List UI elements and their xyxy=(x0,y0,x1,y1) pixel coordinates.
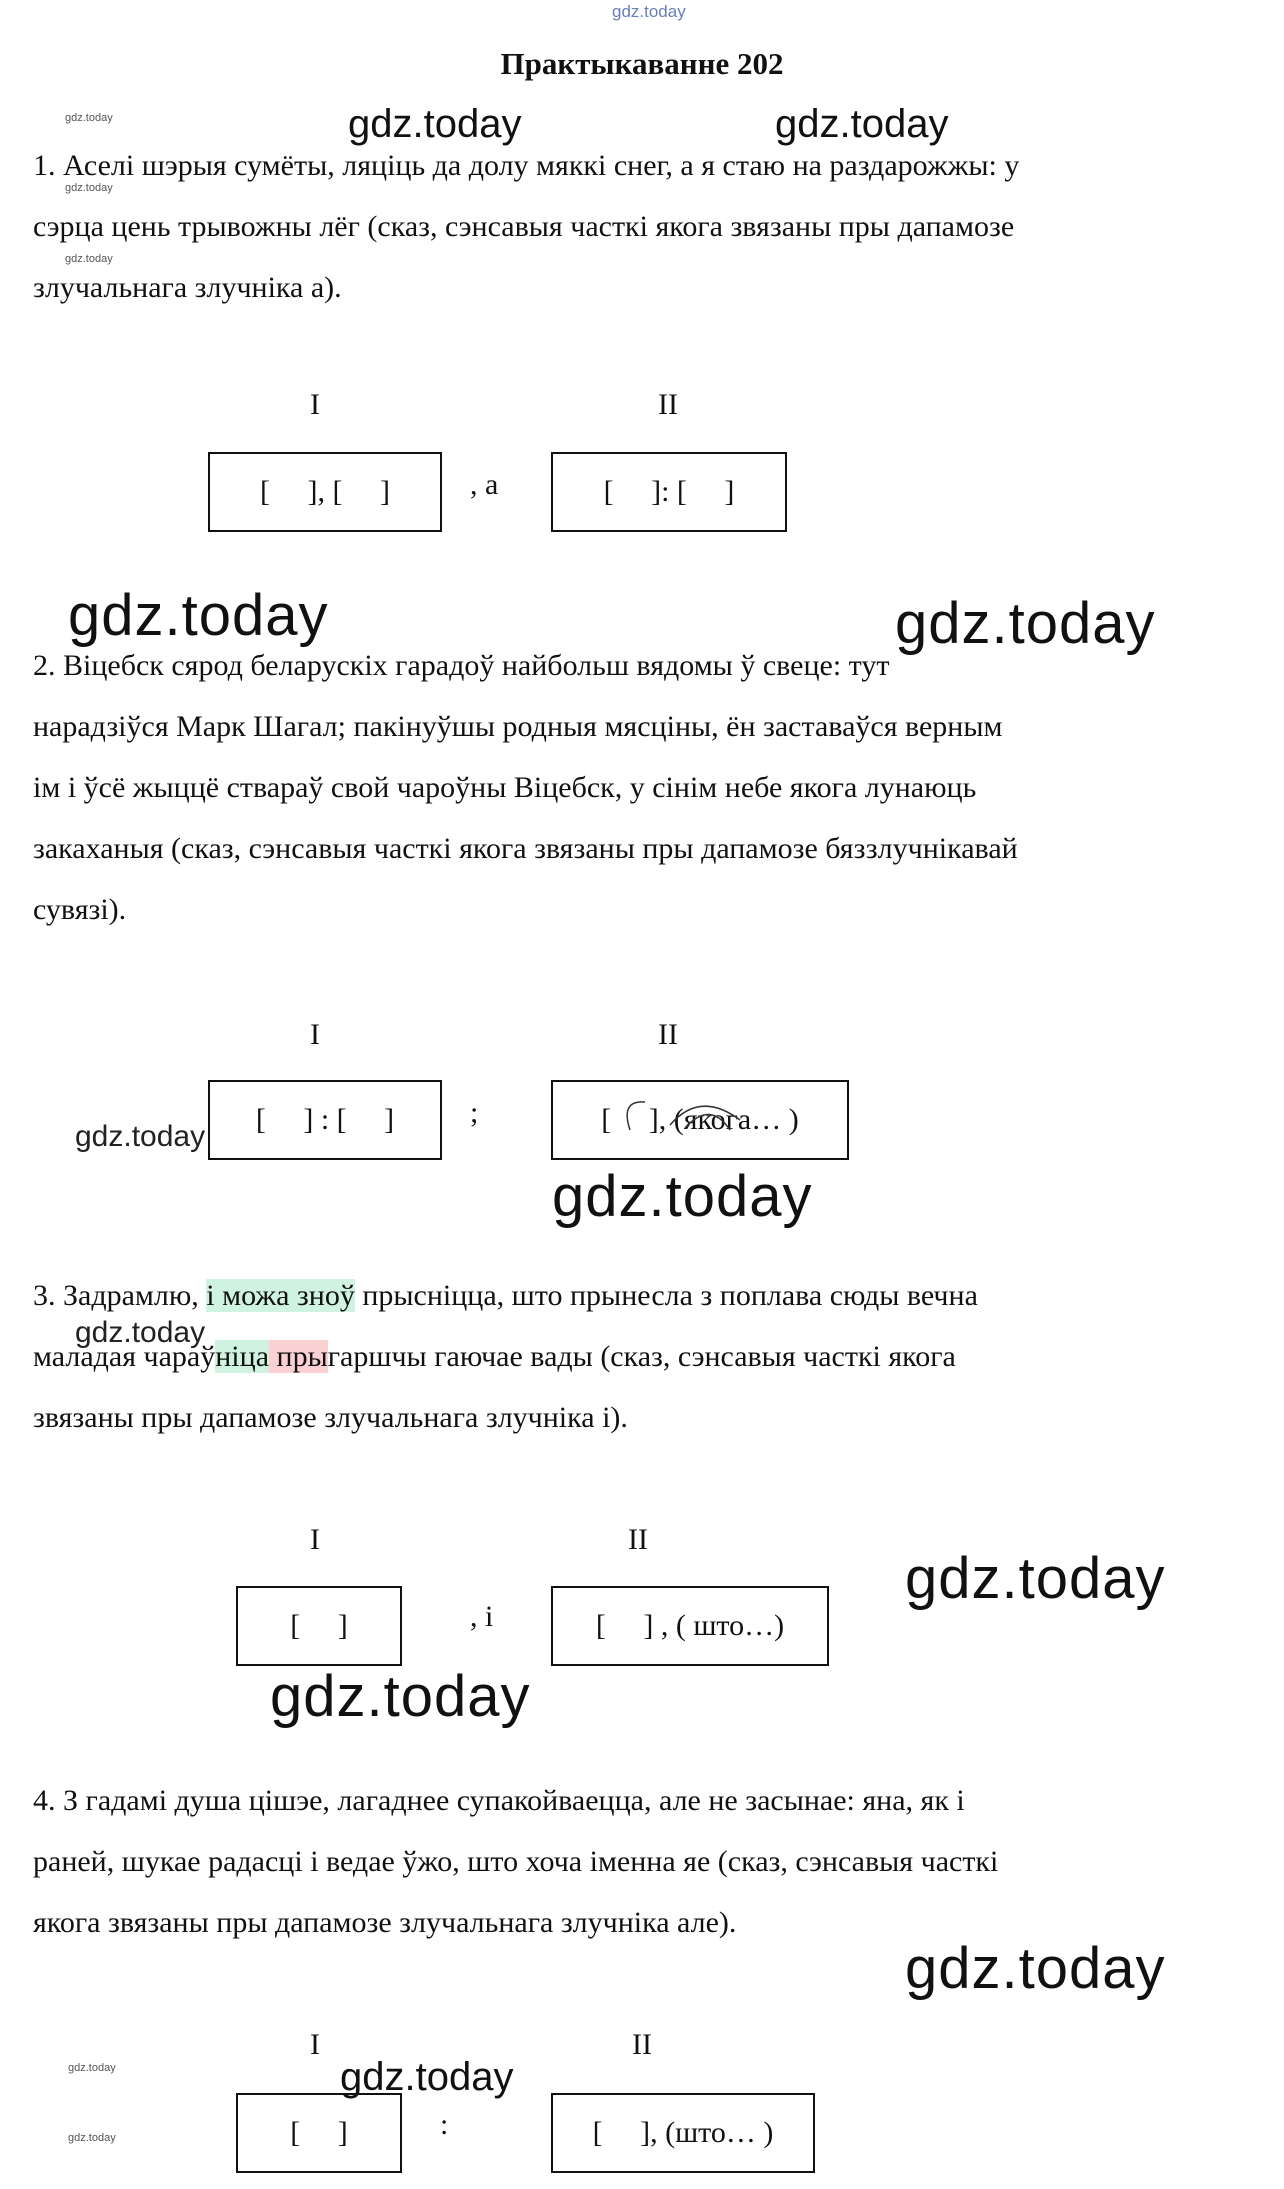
exercise-3-part-i-label: I xyxy=(310,1523,320,1556)
exercise-1-line: 1. Аселі шэрыя сумёты, ляціць да долу мяккі снег, а я стаю на раздарожжы: у xyxy=(33,149,1020,182)
exercise-1-scheme-box-i xyxy=(208,452,442,532)
watermark: gdz.today xyxy=(75,1120,206,1153)
watermark: gdz.today xyxy=(340,2055,514,2099)
exercise-2-text xyxy=(33,635,1253,940)
watermark: gdz.today xyxy=(905,1546,1166,1611)
site-label: gdz.today xyxy=(612,2,686,21)
exercise-3-part-ii-label: II xyxy=(628,1523,648,1556)
exercise-4-line: якога звязаны пры дапамозе злучальнага злучніка але). xyxy=(33,1906,737,1939)
exercise-3-highlight: пры xyxy=(269,1340,328,1373)
exercise-3-text-fragment: гаршчы гаючае вады (сказ, сэнсавыя часткі якога xyxy=(327,1340,956,1373)
exercise-1-scheme-box-ii xyxy=(551,452,787,532)
exercise-1-text xyxy=(33,135,1253,318)
watermark-tiny: gdz.today xyxy=(68,2132,116,2144)
watermark: gdz.today xyxy=(75,1316,206,1349)
exercise-2-line: закаханыя (сказ, сэнсавыя часткі якога звязаны пры дапамозе бяззлучнікавай xyxy=(33,832,1018,865)
pen-scribble xyxy=(590,1090,790,1150)
exercise-1-line: злучальнага злучніка а). xyxy=(33,271,342,304)
exercise-2-line: 2. Віцебск сярод беларускіх гарадоў найбольш вядомы ў свеце: тут xyxy=(33,649,890,682)
exercise-4-scheme-ii: [ ], (што… ) xyxy=(592,2116,774,2149)
exercise-4-scheme-box-i xyxy=(236,2093,402,2173)
exercise-1-part-i-label: I xyxy=(310,388,320,421)
watermark: gdz.today xyxy=(68,583,329,648)
exercise-3-text-fragment: 3. Задрамлю, xyxy=(33,1279,207,1312)
exercise-1-scheme-i: [ ], [ ] xyxy=(260,475,390,508)
watermark: gdz.today xyxy=(552,1164,813,1229)
exercise-2-line: сувязі). xyxy=(33,893,127,926)
exercise-3-scheme-i: [ ] xyxy=(290,1609,348,1642)
exercise-4-part-ii-label: II xyxy=(632,2028,652,2061)
exercise-2-separator: ; xyxy=(470,1096,479,1129)
exercise-3-text-fragment: прысніцца, што прынесла з поплава сюды вечна xyxy=(354,1279,978,1312)
exercise-3-line xyxy=(33,1326,1253,1387)
page-title: Практыкаванне 202 xyxy=(500,46,784,81)
exercise-3-scheme-box-i xyxy=(236,1586,402,1666)
exercise-3-text-fragment: маладая чараў xyxy=(33,1340,216,1373)
watermark: gdz.today xyxy=(895,591,1156,656)
exercise-2-line: ім і ўсё жыццё ствараў свой чароўны Віцебск, у сінім небе якога лунаюць xyxy=(33,771,977,804)
watermark-tiny: gdz.today xyxy=(65,253,113,265)
exercise-4-line: 4. З гадамі душа цішэе, лагаднее супакойваецца, але не засынае: яна, як і xyxy=(33,1784,965,1817)
exercise-2-line: нарадзіўся Марк Шагал; пакінуўшы родныя мясціны, ён заставаўся верным xyxy=(33,710,1003,743)
watermark-tiny: gdz.today xyxy=(65,112,113,124)
exercise-2-scheme-box-i xyxy=(208,1080,442,1160)
exercise-3-highlight: і можа зноў xyxy=(206,1279,355,1312)
watermark-tiny: gdz.today xyxy=(65,182,113,194)
exercise-3-scheme-box-ii xyxy=(551,1586,829,1666)
exercise-1-part-ii-label: II xyxy=(658,388,678,421)
exercise-1-line: сэрца цень трывожны лёг (сказ, сэнсавыя часткі якога звязаны пры дапамозе xyxy=(33,210,1015,243)
exercise-2-scheme-ii: [ ], (якога… ) xyxy=(601,1103,799,1136)
exercise-3-separator: , і xyxy=(470,1600,494,1633)
exercise-4-scheme-box-ii xyxy=(551,2093,815,2173)
exercise-4-scheme-i: [ ] xyxy=(290,2116,348,2149)
exercise-2-scheme-i: [ ] : [ ] xyxy=(255,1103,395,1136)
exercise-3-scheme-ii: [ ] , ( што…) xyxy=(595,1609,785,1642)
exercise-4-text xyxy=(33,1770,1253,1953)
watermark-tiny: gdz.today xyxy=(68,2062,116,2074)
exercise-4-part-i-label: I xyxy=(310,2028,320,2061)
exercise-1-scheme-ii: [ ]: [ ] xyxy=(603,475,735,508)
exercise-2-part-ii-label: II xyxy=(658,1018,678,1051)
exercise-3-text xyxy=(33,1265,1253,1448)
exercise-4-separator: : xyxy=(440,2108,449,2141)
exercise-3-highlight: ніца xyxy=(215,1340,270,1373)
watermark: gdz.today xyxy=(348,102,522,146)
exercise-3-line: звязаны пры дапамозе злучальнага злучніка і). xyxy=(33,1401,628,1434)
watermark: gdz.today xyxy=(775,102,949,146)
exercise-1-separator: , а xyxy=(470,468,499,501)
exercise-4-line: раней, шукае радасці і ведае ўжо, што хоча іменна яе (сказ, сэнсавыя часткі xyxy=(33,1845,999,1878)
exercise-2-part-i-label: I xyxy=(310,1018,320,1051)
exercise-3-line xyxy=(33,1265,1253,1326)
watermark: gdz.today xyxy=(270,1664,531,1729)
watermark: gdz.today xyxy=(905,1936,1166,2001)
